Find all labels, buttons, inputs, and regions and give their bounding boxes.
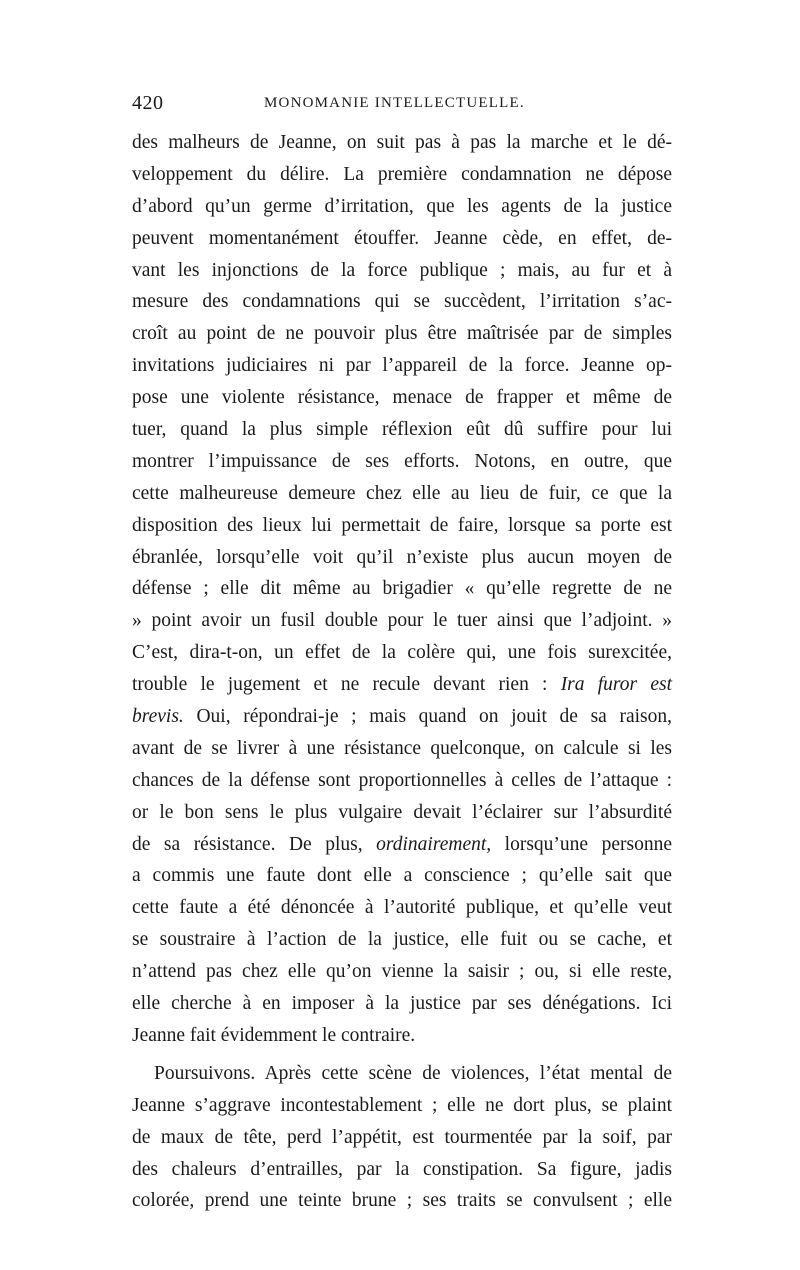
- text-line: [132, 829, 672, 861]
- text-line: des chaleurs d’entrailles, par la constipation. Sa figure, jadis: [132, 1158, 672, 1180]
- page-number: 420: [132, 92, 164, 114]
- text-line: montrer l’impuissance de ses efforts. Notons, en outre, que: [132, 450, 672, 472]
- page-header: [132, 92, 672, 122]
- text-line: peuvent momentanément étouffer. Jeanne cède, en effet, de-: [132, 227, 672, 249]
- text-line: se soustraire à l’action de la justice, elle fuit ou se cache, et: [132, 929, 672, 951]
- paragraph-end-line: Jeanne fait évidemment le contraire.: [132, 1024, 416, 1046]
- text-line: cette faute a été dénoncée à l’autorité publique, et qu’elle veut: [132, 897, 672, 919]
- text-line: C’est, dira-t-on, un effet de la colère qui, une fois surexcitée,: [132, 642, 672, 664]
- emphasis-word: ordinairement,: [376, 833, 492, 855]
- text-line: elle cherche à en imposer à la justice par ses dénégations. Ici: [132, 993, 672, 1015]
- paragraph-start-line: Poursuivons. Après cette scène de violences, l’état mental de: [154, 1062, 672, 1084]
- text-line: or le bon sens le plus vulgaire devait l’éclairer sur l’absurdité: [132, 801, 672, 823]
- text-line: veloppement du délire. La première condamnation ne dépose: [132, 163, 672, 185]
- text-line: vant les injonctions de la force publique ; mais, au fur et à: [132, 259, 672, 281]
- text-line: [132, 701, 672, 733]
- text-line: [132, 669, 672, 701]
- text-line: » point avoir un fusil double pour le tuer ainsi que l’adjoint. »: [132, 610, 672, 632]
- body-text: [132, 127, 672, 1217]
- text-segment: lorsqu’une personne: [491, 833, 672, 855]
- latin-quote: Ira furor est: [560, 674, 672, 696]
- text-line: Jeanne s’aggrave incontestablement ; elle ne dort plus, se plaint: [132, 1094, 672, 1116]
- text-line: a commis une faute dont elle a conscience ; qu’elle sait que: [132, 865, 672, 887]
- text-line: croît au point de ne pouvoir plus être maîtrisée par de simples: [132, 323, 672, 345]
- text-segment: trouble le jugement et ne recule devant rien :: [132, 674, 561, 696]
- text-line: colorée, prend une teinte brune ; ses traits se convulsent ; elle: [132, 1190, 672, 1212]
- text-line: disposition des lieux lui permettait de faire, lorsque sa porte est: [132, 514, 672, 536]
- latin-quote: brevis.: [132, 706, 184, 728]
- text-line: tuer, quand la plus simple réflexion eût dû suffire pour lui: [132, 419, 672, 441]
- text-line: de maux de tête, perd l’appétit, est tourmentée par la soif, par: [132, 1126, 672, 1148]
- text-line: n’attend pas chez elle qu’on vienne la saisir ; ou, si elle reste,: [132, 961, 672, 983]
- text-segment: de sa résistance. De plus,: [132, 833, 377, 855]
- text-line: cette malheureuse demeure chez elle au lieu de fuir, ce que la: [132, 482, 672, 504]
- text-line: pose une violente résistance, menace de frapper et même de: [132, 387, 672, 409]
- text-line: chances de la défense sont proportionnelles à celles de l’attaque :: [132, 769, 672, 791]
- text-segment: Oui, répondrai-je ; mais quand on jouit de sa raison,: [183, 706, 672, 728]
- text-line: défense ; elle dit même au brigadier « qu’elle regrette de ne: [132, 578, 672, 600]
- text-line: invitations judiciaires ni par l’appareil de la force. Jeanne op-: [132, 355, 672, 377]
- text-line: d’abord qu’un germe d’irritation, que les agents de la justice: [132, 195, 672, 217]
- text-line: ébranlée, lorsqu’elle voit qu’il n’existe plus aucun moyen de: [132, 546, 672, 568]
- text-line: des malheurs de Jeanne, on suit pas à pas la marche et le dé-: [132, 132, 672, 153]
- text-line: avant de se livrer à une résistance quelconque, on calcule si les: [132, 737, 672, 759]
- text-line: mesure des condamnations qui se succèdent, l’irritation s’ac-: [132, 291, 672, 313]
- running-head: MONOMANIE INTELLECTUELLE.: [264, 95, 525, 111]
